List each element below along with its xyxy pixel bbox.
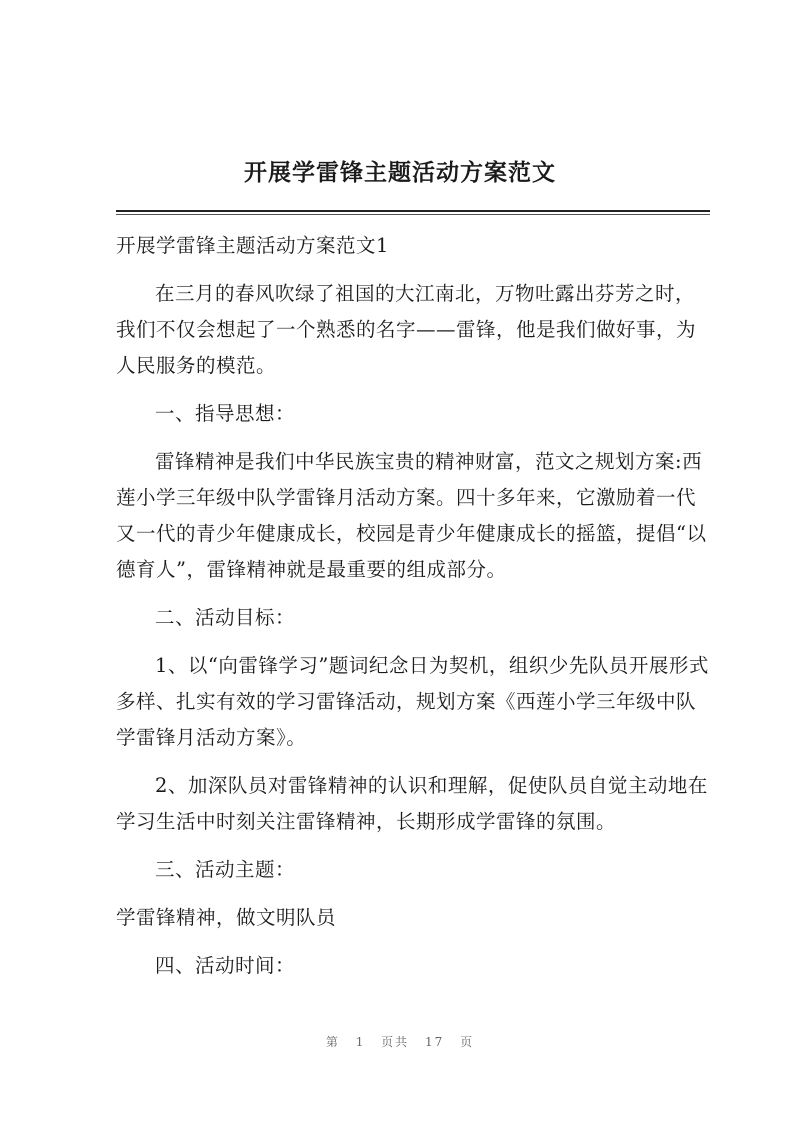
footer-label-end: 页	[460, 1035, 475, 1049]
section-heading: 一、指导思想：	[155, 402, 296, 425]
section-heading: 四、活动时间：	[155, 954, 296, 977]
document-title: 开展学雷锋主题活动方案范文	[244, 159, 556, 186]
page-footer	[0, 1033, 800, 1050]
document-body	[116, 228, 712, 996]
footer-label-page: 第	[325, 1035, 340, 1049]
title-divider	[116, 210, 710, 212]
section-heading: 二、活动目标：	[155, 606, 296, 629]
section-heading: 三、活动主题：	[155, 858, 296, 881]
paragraph: 在三月的春风吹绿了祖国的大江南北，万物吐露出芬芳之时，我们不仅会想起了一个熟悉的名字——雷锋，他是我们做好事，为人民服务的模范。	[116, 282, 697, 377]
footer-label-of: 页共	[381, 1035, 410, 1049]
paragraph: 2、加深队员对雷锋精神的认识和理解，促使队员自觉主动地在学习生活中时刻关注雷锋精神，长期形成学雷锋的氛围。	[116, 774, 708, 833]
paragraph: 学雷锋精神，做文明队员	[116, 906, 337, 929]
paragraph: 1、以“向雷锋学习”题词纪念日为契机，组织少先队员开展形式多样、扎实有效的学习雷锋活动，规划方案《西莲小学三年级中队学雷锋月活动方案》。	[116, 654, 709, 749]
section-heading: 开展学雷锋主题活动方案范文1	[116, 234, 389, 257]
footer-current-page: 1	[355, 1035, 366, 1049]
paragraph: 雷锋精神是我们中华民族宝贵的精神财富，范文之规划方案:西莲小学三年级中队学雷锋月活动方案。四十多年来，它激励着一代又一代的青少年健康成长，校园是青少年健康成长的摇篮，提倡“以德育人”，雷锋精神就是最重要的组成部分。	[116, 450, 707, 581]
footer-total-pages: 17	[425, 1035, 445, 1049]
title-divider-thin	[116, 214, 710, 215]
